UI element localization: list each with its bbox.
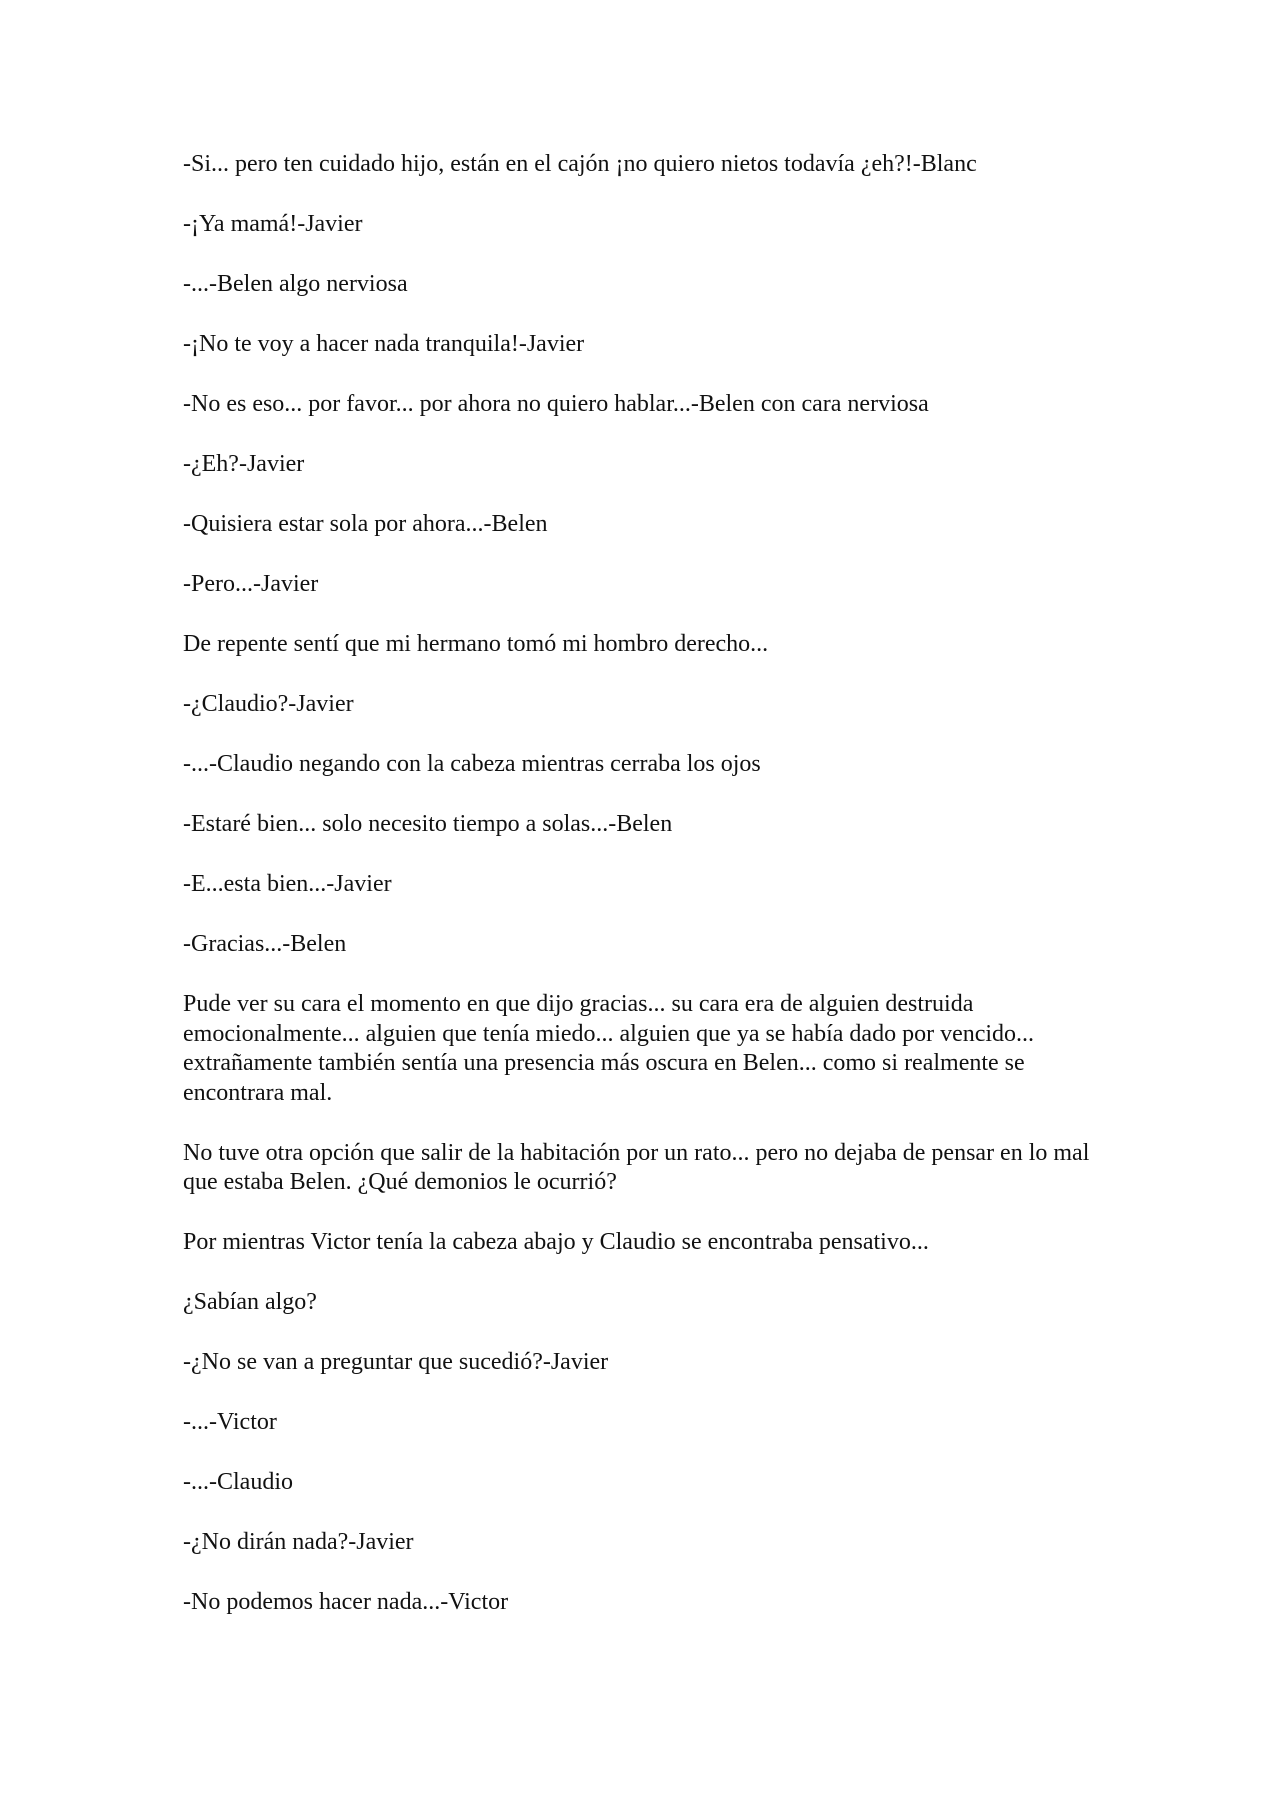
paragraph: -¿No dirán nada?-Javier <box>183 1529 414 1555</box>
paragraph: -¿No se van a preguntar que sucedió?-Javier <box>183 1349 609 1375</box>
paragraph: -Estaré bien... solo necesito tiempo a solas...-Belen <box>183 811 673 837</box>
paragraph: -...-Belen algo nerviosa <box>183 271 408 297</box>
paragraph: -...-Victor <box>183 1409 277 1435</box>
paragraph: -...-Claudio negando con la cabeza mientras cerraba los ojos <box>183 751 761 777</box>
paragraph: -No podemos hacer nada...-Victor <box>183 1589 509 1615</box>
paragraph: Por mientras Victor tenía la cabeza abajo y Claudio se encontraba pensativo... <box>183 1229 929 1255</box>
paragraph: ¿Sabían algo? <box>183 1289 317 1315</box>
paragraph: -Si... pero ten cuidado hijo, están en el cajón ¡no quiero nietos todavía ¿eh?!-Blanc <box>183 151 977 177</box>
paragraph: -¡No te voy a hacer nada tranquila!-Javier <box>183 331 585 357</box>
paragraph: De repente sentí que mi hermano tomó mi hombro derecho... <box>183 631 769 657</box>
paragraph: -Pero...-Javier <box>183 571 319 597</box>
paragraph: -¡Ya mamá!-Javier <box>183 211 363 237</box>
paragraph: -Quisiera estar sola por ahora...-Belen <box>183 511 548 537</box>
paragraph: -...-Claudio <box>183 1469 293 1495</box>
paragraph: -Gracias...-Belen <box>183 931 347 957</box>
paragraph: -¿Claudio?-Javier <box>183 691 354 717</box>
paragraph: -No es eso... por favor... por ahora no quiero hablar...-Belen con cara nerviosa <box>183 391 929 417</box>
paragraph: Pude ver su cara el momento en que dijo gracias... su cara era de alguien destruida emocionalmente... alguien que tenía miedo... alguien que ya se había dado por vencido... extrañamente también sentía una presencia más oscura en Belen... como si realmente se encontrara mal. <box>183 991 1035 1106</box>
document-body <box>183 150 1103 1648</box>
paragraph: No tuve otra opción que salir de la habitación por un rato... pero no dejaba de pensar en lo mal que estaba Belen. ¿Qué demonios le ocurrió? <box>183 1139 1090 1195</box>
paragraph: -¿Eh?-Javier <box>183 451 305 477</box>
paragraph: -E...esta bien...-Javier <box>183 871 392 897</box>
